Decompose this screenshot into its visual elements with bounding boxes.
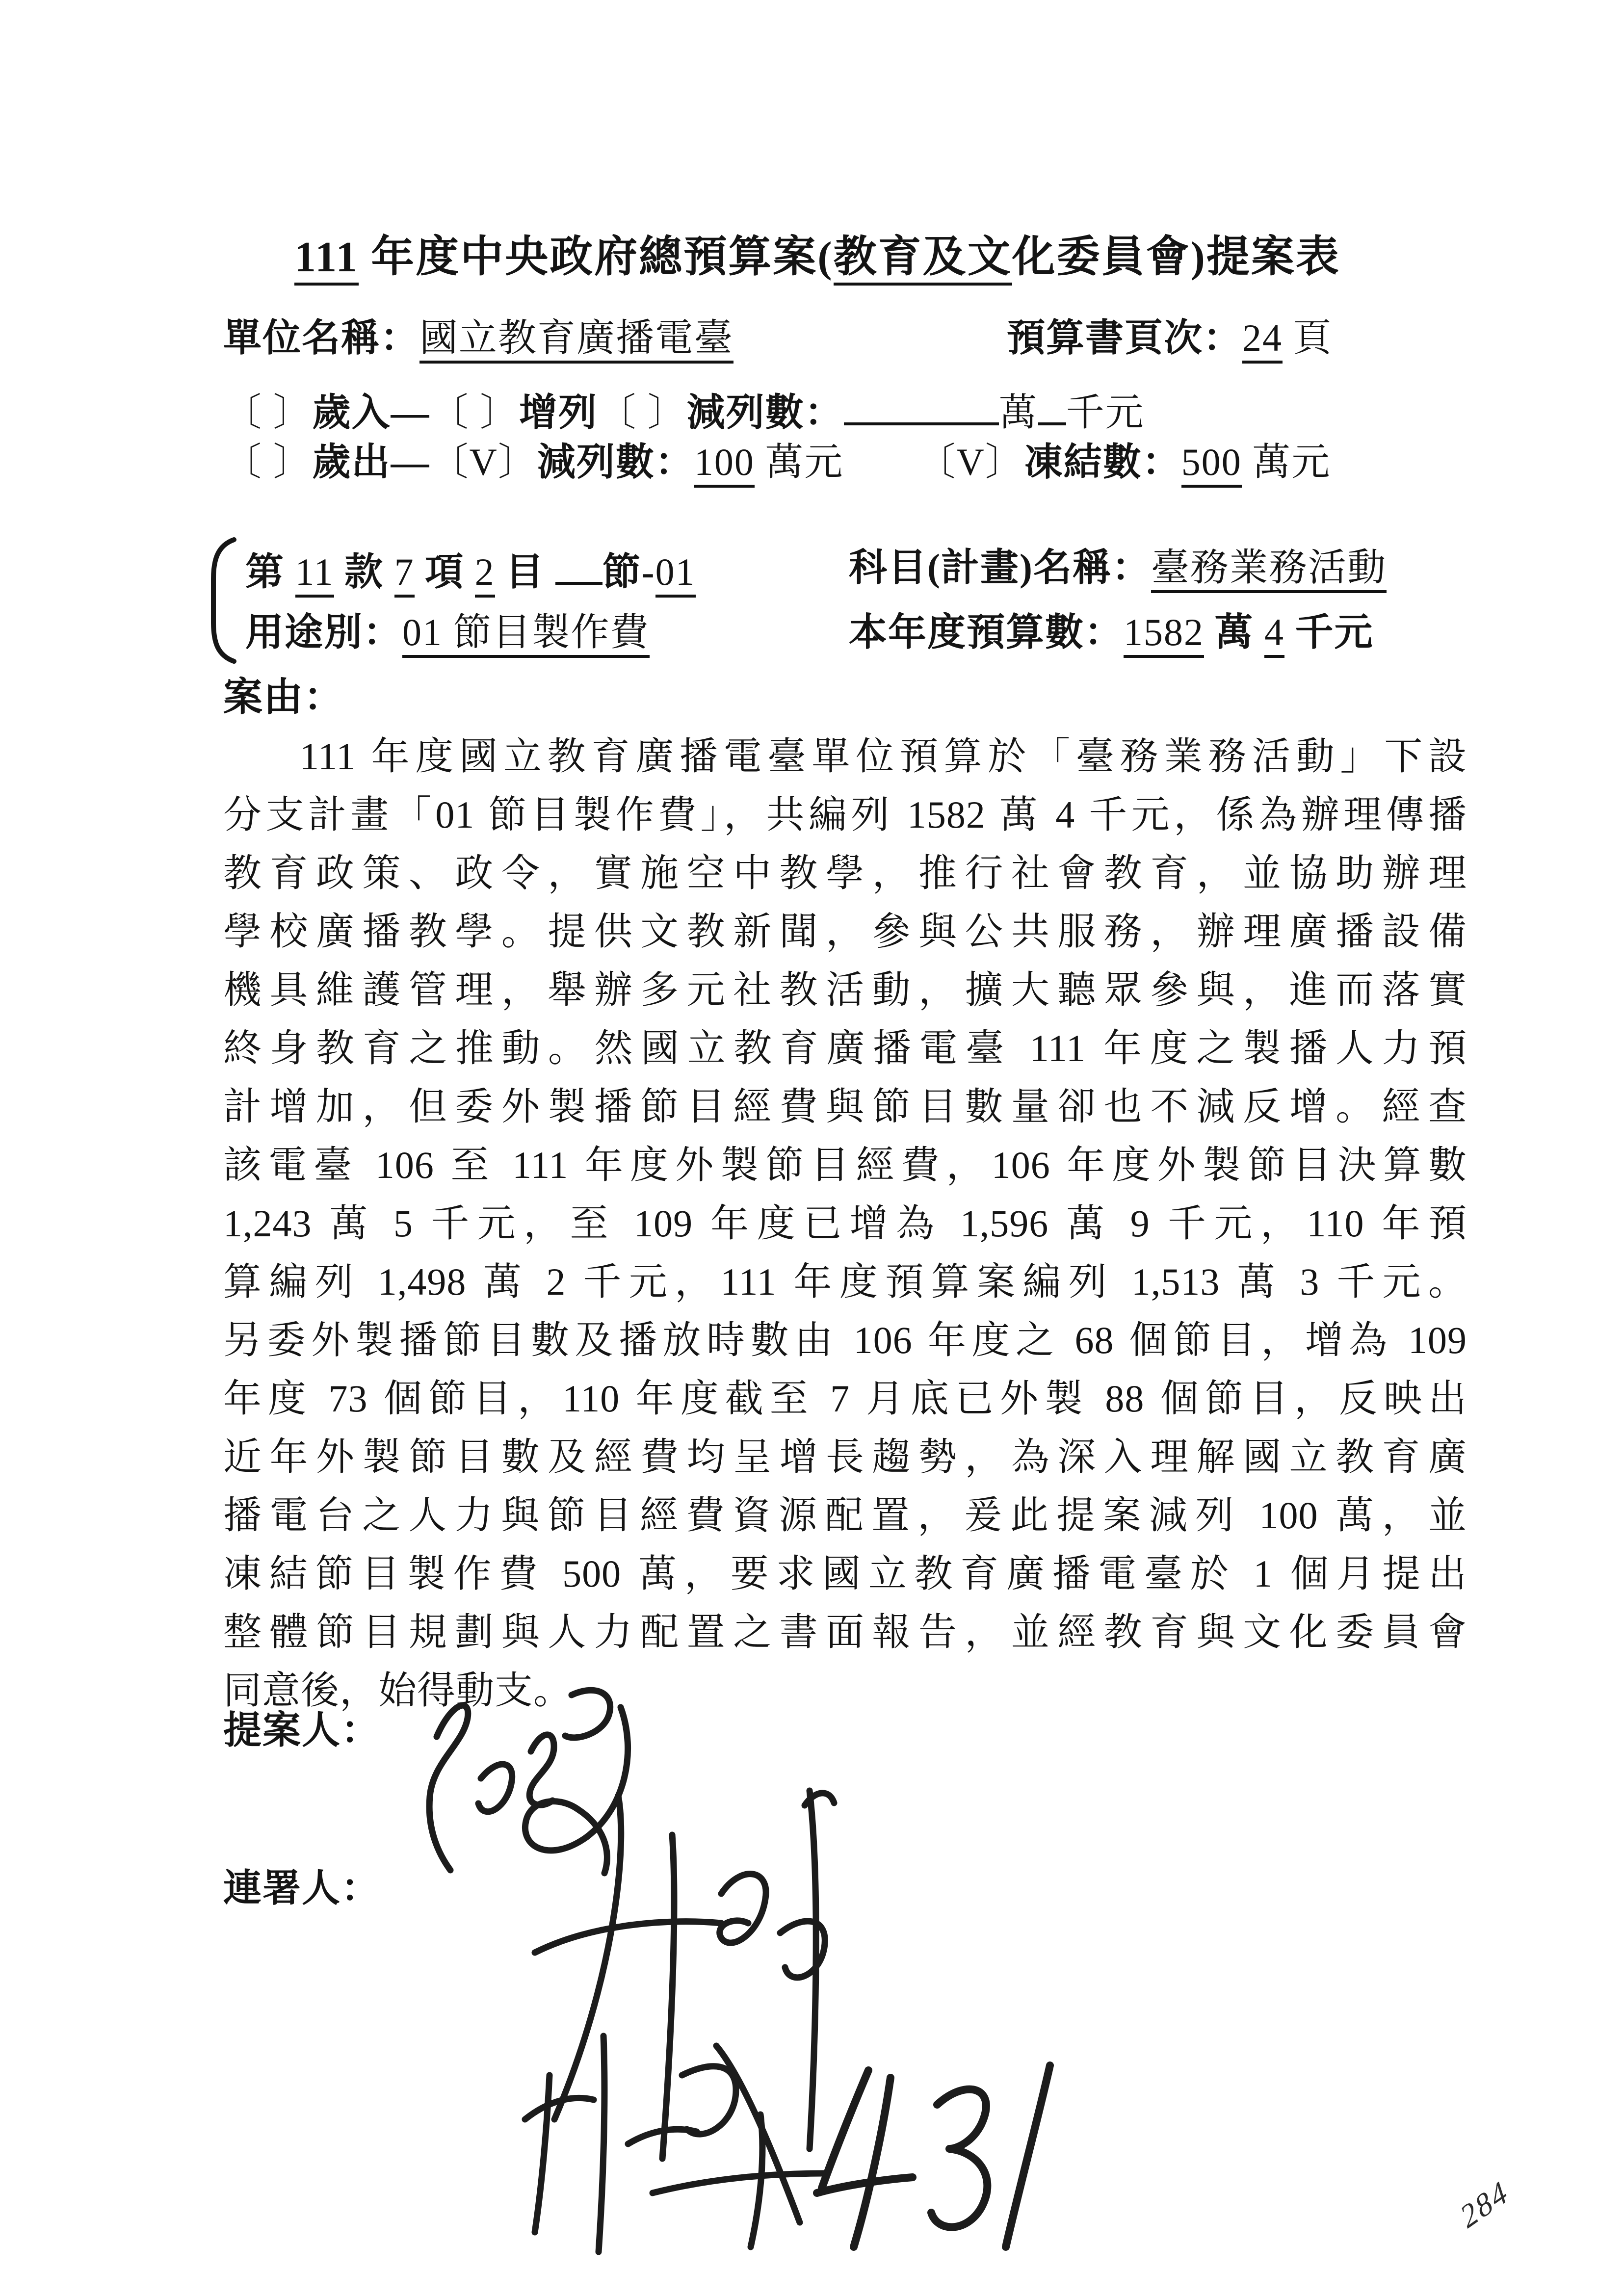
annual-budget-value-qian: 4 xyxy=(1264,611,1284,658)
case-line: 同意後，始得動支。 xyxy=(223,1669,573,1712)
revenue-decrease-checkbox-icon: 〔 〕 xyxy=(598,391,687,434)
expense-decrease-value: 100 xyxy=(694,441,755,488)
revenue-unit-wan: 萬 xyxy=(998,391,1038,434)
case-line: 111 年度國立教育廣播電臺單位預算於「臺務業務活動」下設 xyxy=(300,735,1467,778)
case-line: 分支計畫「01 節目製作費」，共編列 1582 萬 4 千元，係為辦理傳播 xyxy=(223,793,1467,836)
revenue-checkbox-empty-icon: 〔 〕 xyxy=(223,391,313,434)
item-ordinal: 第 xyxy=(245,550,295,593)
case-line: 整體節目規劃與人力配置之書面報告，並經教育與文化委員會 xyxy=(223,1611,1467,1653)
case-line: 年度 73 個節目，110 年度截至 7 月底已外製 88 個節目，反映出 xyxy=(223,1377,1467,1420)
subject-line xyxy=(849,544,1387,592)
expense-row xyxy=(223,438,1331,486)
document-title xyxy=(294,231,1340,285)
annual-budget-line xyxy=(849,608,1374,656)
item-jie-blank xyxy=(555,544,602,585)
handwritten-number-431 xyxy=(775,2051,1109,2257)
budget-page-label: 預算書頁次： xyxy=(1007,316,1243,359)
case-line: 播電台之人力與節目經費資源配置，爰此提案減列 100 萬，並 xyxy=(223,1494,1467,1537)
proposer-label: 提案人： xyxy=(223,1709,381,1751)
revenue-increase-checkbox-icon: 〔 〕 xyxy=(430,391,520,434)
case-line: 凍結節目製作費 500 萬，要求國立教育廣播電臺於 1 個月提出 xyxy=(223,1552,1467,1595)
item-xiang-value: 7 xyxy=(394,550,415,598)
annual-budget-unit-wan: 萬 xyxy=(1204,611,1265,653)
revenue-decrease-label: 減列數： xyxy=(686,391,844,434)
title-committee: 教育及文 xyxy=(834,234,1012,286)
case-header: 案由： xyxy=(223,676,344,719)
revenue-row xyxy=(223,384,1145,437)
unit-name-value: 國立教育廣播電臺 xyxy=(419,316,733,364)
usage-type-label: 用途別： xyxy=(245,611,403,653)
title-mid: 年度中央政府總預算案( xyxy=(359,234,834,281)
unit-name-label: 單位名稱： xyxy=(223,316,420,359)
freeze-value: 500 xyxy=(1181,441,1242,488)
annual-budget-unit-qian: 千元 xyxy=(1284,611,1374,653)
usage-type-line xyxy=(245,608,650,656)
budget-page-unit: 頁 xyxy=(1283,316,1333,359)
case-line: 教育政策、政令，實施空中教學，推行社會教育，並協助辦理 xyxy=(223,852,1467,894)
revenue-unit-qian: 千元 xyxy=(1066,391,1145,434)
item-jie-label: 節- xyxy=(602,550,655,593)
title-tail: 化委員會)提案表 xyxy=(1012,234,1340,281)
case-description xyxy=(223,727,1467,1720)
item-mu-value: 2 xyxy=(475,550,495,598)
item-jie-value: 01 xyxy=(655,550,696,598)
case-line: 另委外製播節目數及播放時數由 106 年度之 68 個節目，增為 109 xyxy=(223,1319,1467,1361)
freeze-unit: 萬元 xyxy=(1241,441,1331,483)
revenue-label: 歲入— xyxy=(312,391,430,434)
corner-page-number: 284 xyxy=(1455,2173,1515,2235)
freeze-label: 凍結數： xyxy=(1024,441,1181,483)
cosigner-label: 連署人： xyxy=(223,1867,381,1909)
annual-budget-value-wan: 1582 xyxy=(1124,611,1204,658)
annual-budget-label: 本年度預算數： xyxy=(849,611,1124,653)
item-xiang-label: 項 xyxy=(414,550,475,593)
subject-value: 臺務業務活動 xyxy=(1151,546,1387,593)
freeze-checkbox-checked-icon: 〔V〕 xyxy=(917,441,1024,483)
subject-label: 科目(計畫)名稱： xyxy=(849,546,1151,589)
title-year: 111 xyxy=(294,234,359,286)
case-line: 計增加，但委外製播節目經費與節目數量卻也不減反增。經查 xyxy=(223,1085,1467,1128)
item-kuan-label: 款 xyxy=(334,550,394,593)
case-line: 近年外製節目數及經費均呈增長趨勢，為深入理解國立教育廣 xyxy=(223,1435,1467,1478)
budget-page-value: 24 xyxy=(1242,316,1283,364)
item-classification-line xyxy=(245,544,696,596)
case-line: 學校廣播教學。提供文教新聞，參與公共服務，辦理廣播設備 xyxy=(223,910,1467,953)
expense-checkbox-empty-icon: 〔 〕 xyxy=(223,441,313,483)
case-line: 1,243 萬 5 千元，至 109 年度已增為 1,596 萬 9 千元，110 年預 xyxy=(223,1202,1467,1245)
item-mu-label: 目 xyxy=(495,550,545,593)
revenue-amount-blank xyxy=(844,384,999,425)
case-line: 算編列 1,498 萬 2 千元，111 年度預算案編列 1,513 萬 3 千元。 xyxy=(223,1260,1467,1303)
expense-label: 歲出— xyxy=(312,441,430,483)
case-line: 終身教育之推動。然國立教育廣播電臺 111 年度之製播人力預 xyxy=(223,1027,1467,1070)
revenue-increase-label: 增列 xyxy=(519,391,598,434)
expense-decrease-unit: 萬元 xyxy=(754,441,844,483)
budget-page-row xyxy=(1007,314,1333,362)
unit-name-row xyxy=(223,314,733,362)
item-kuan-value: 11 xyxy=(295,550,334,598)
item-block-bracket-icon xyxy=(204,535,238,667)
expense-decrease-label: 減列數： xyxy=(537,441,694,483)
case-line: 該電臺 106 至 111 年度外製節目經費，106 年度外製節目決算數 xyxy=(223,1144,1467,1186)
revenue-amount-blank-small xyxy=(1038,384,1066,425)
expense-decrease-checkbox-checked-icon: 〔V〕 xyxy=(430,441,537,483)
usage-type-value: 01 節目製作費 xyxy=(402,611,650,658)
case-line: 機具維護管理，舉辦多元社教活動，擴大聽眾參與，進而落實 xyxy=(223,968,1467,1011)
